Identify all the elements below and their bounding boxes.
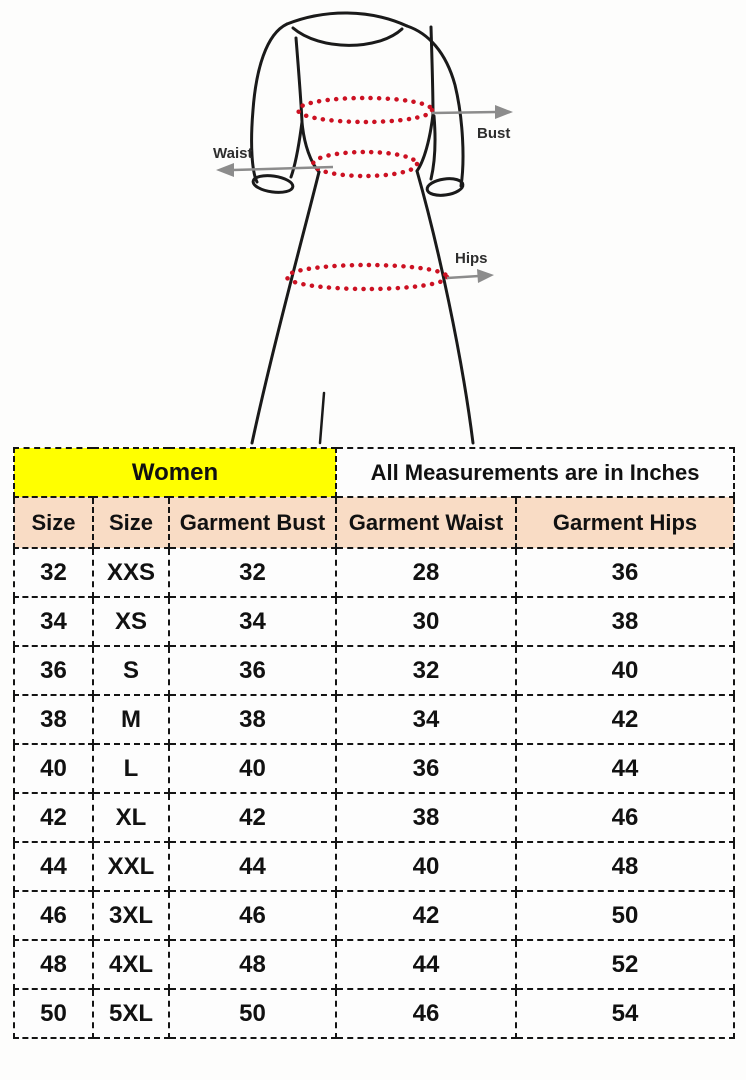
table-cell: 46 (169, 891, 336, 940)
table-cell: 48 (14, 940, 93, 989)
skirt-left-edge (252, 172, 319, 443)
table-cell: 38 (14, 695, 93, 744)
size-chart-table (13, 447, 735, 1039)
table-cell: 46 (516, 793, 734, 842)
table-cell: 5XL (93, 989, 169, 1038)
skirt-fold-line (320, 393, 324, 443)
column-header-row (14, 497, 734, 548)
table-cell: 3XL (93, 891, 169, 940)
table-cell: 30 (336, 597, 516, 646)
bust-measure-ellipse (298, 98, 432, 122)
table-body (14, 548, 734, 1038)
women-group-header: Women (14, 448, 336, 497)
table-cell: 32 (14, 548, 93, 597)
table-row (14, 940, 734, 989)
waist-label: Waist (213, 145, 253, 162)
table-cell: 4XL (93, 940, 169, 989)
table-cell: 42 (14, 793, 93, 842)
column-header-size-letter: Size (93, 497, 169, 548)
table-cell: 46 (336, 989, 516, 1038)
table-cell: 28 (336, 548, 516, 597)
table-cell: 40 (14, 744, 93, 793)
table-cell: M (93, 695, 169, 744)
table-cell: S (93, 646, 169, 695)
table-cell: 44 (14, 842, 93, 891)
table-cell: 38 (169, 695, 336, 744)
table-cell: XXL (93, 842, 169, 891)
table-cell: 42 (516, 695, 734, 744)
table-cell: 36 (336, 744, 516, 793)
table-cell: 44 (169, 842, 336, 891)
bodice-left-seam (296, 38, 319, 172)
table-row (14, 695, 734, 744)
hips-label: Hips (455, 250, 488, 267)
dress-shoulder-line (287, 13, 407, 26)
table-cell: 52 (516, 940, 734, 989)
table-cell: 38 (516, 597, 734, 646)
table-cell: 40 (516, 646, 734, 695)
table-cell: 50 (14, 989, 93, 1038)
table-cell: 34 (14, 597, 93, 646)
dress-diagram-svg (0, 0, 746, 447)
table-cell: 36 (14, 646, 93, 695)
table-cell: XXS (93, 548, 169, 597)
table-row (14, 597, 734, 646)
table-cell: 36 (169, 646, 336, 695)
table-cell: 48 (516, 842, 734, 891)
table-cell: XS (93, 597, 169, 646)
table-cell: 44 (336, 940, 516, 989)
table-row (14, 793, 734, 842)
table-cell: 42 (336, 891, 516, 940)
table-row (14, 989, 734, 1038)
table-header (14, 448, 734, 548)
table-cell: 46 (14, 891, 93, 940)
table-cell: 38 (336, 793, 516, 842)
column-header-size-number: Size (14, 497, 93, 548)
table-row (14, 646, 734, 695)
table-cell: L (93, 744, 169, 793)
table-cell: 50 (169, 989, 336, 1038)
table-row (14, 842, 734, 891)
column-header-garment-bust: Garment Bust (169, 497, 336, 548)
waist-arrow-head-icon (216, 163, 234, 177)
table-cell: 44 (516, 744, 734, 793)
table-cell: 40 (336, 842, 516, 891)
bodice-right-seam (417, 27, 433, 171)
dress-measurement-diagram (0, 0, 746, 447)
table-cell: 36 (516, 548, 734, 597)
waist-measure-ellipse (313, 152, 417, 176)
bust-label: Bust (477, 125, 511, 142)
left-sleeve-outer (252, 24, 287, 182)
table-cell: 32 (169, 548, 336, 597)
table-row (14, 891, 734, 940)
table-cell: XL (93, 793, 169, 842)
table-row (14, 548, 734, 597)
hips-measure-ellipse (287, 265, 447, 289)
table-cell: 32 (336, 646, 516, 695)
column-header-garment-waist: Garment Waist (336, 497, 516, 548)
table-cell: 50 (516, 891, 734, 940)
hips-arrow-head-icon (477, 269, 494, 283)
column-header-garment-hips: Garment Hips (516, 497, 734, 548)
group-header-row (14, 448, 734, 497)
table-cell: 34 (336, 695, 516, 744)
bust-arrow-line (432, 112, 497, 113)
table-row (14, 744, 734, 793)
table-cell: 34 (169, 597, 336, 646)
table-cell: 48 (169, 940, 336, 989)
dress-neckline (293, 28, 402, 45)
table-cell: 54 (516, 989, 734, 1038)
skirt-right-edge (417, 171, 473, 443)
units-group-header: All Measurements are in Inches (336, 448, 734, 497)
table-cell: 40 (169, 744, 336, 793)
left-cuff (252, 173, 294, 194)
table-cell: 42 (169, 793, 336, 842)
dress-outline (252, 13, 473, 443)
hips-arrow-line (447, 276, 479, 278)
bust-arrow-head-icon (495, 105, 513, 119)
